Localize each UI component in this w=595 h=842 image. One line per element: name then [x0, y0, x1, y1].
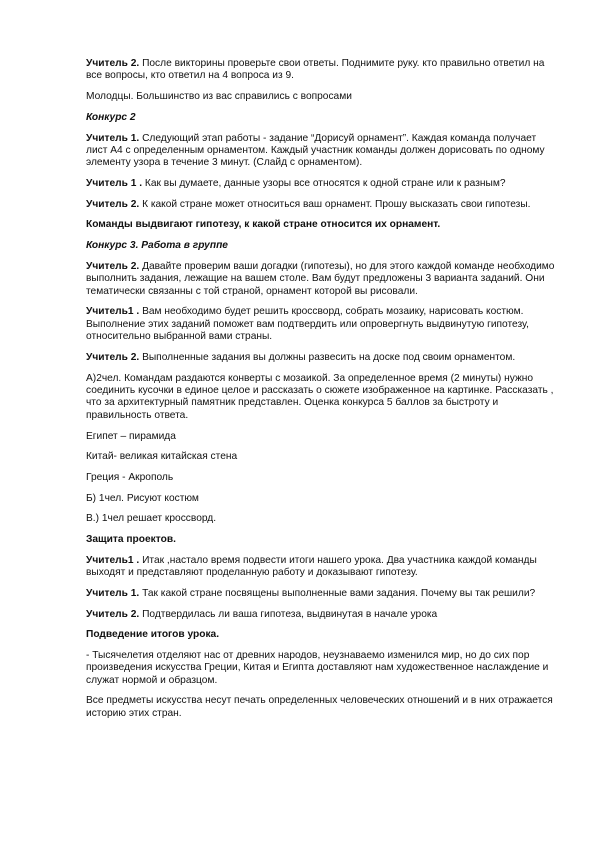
heading-text: Конкурс 3. Работа в группе [86, 240, 228, 252]
paragraph-teacher1-tasks [86, 306, 556, 343]
paragraph-text: В.) 1чел решает кроссворд. [86, 513, 217, 525]
paragraph-praise [86, 91, 556, 103]
paragraph-text: А)2чел. Командам раздаются конверты с мозаикой. За определенное время (2 минуты) нужно соединить кусочки в единое целое и рассказать о сюжете изображенное на картинке. Рассказать , что за архитектурный памятник представлен. Оценка конкурса 5 баллов за быстроту и правильность ответа. [86, 372, 554, 421]
paragraph-text: Молодцы. Большинство из вас справились с вопросами [86, 91, 352, 103]
paragraph-text: Египет – пирамида [86, 430, 176, 442]
paragraph-teacher1-ornament-task [86, 133, 556, 170]
speaker-label: Учитель 2. [86, 260, 140, 272]
bold-statement: Команды выдвигают гипотезу, к какой стране относится их орнамент. [86, 219, 441, 231]
paragraph-text: Греция - Акрополь [86, 471, 174, 483]
list-item-task-c [86, 513, 556, 525]
paragraph-text: Как вы думаете, данные узоры все относятся к одной стране или к разным? [142, 178, 506, 190]
section-heading-contest-2 [86, 112, 556, 124]
list-item-task-b [86, 493, 556, 505]
speaker-label: Учитель 1. [86, 587, 140, 599]
paragraph-text: Китай- великая китайская стена [86, 451, 238, 463]
section-heading-projects [86, 534, 556, 546]
section-heading-contest-3 [86, 240, 556, 252]
list-item-china [86, 451, 556, 463]
paragraph-task-a-mosaic [86, 373, 556, 423]
paragraph-text: Все предметы искусства несут печать определенных человеческих отношений и в них отражается историю этих стран. [86, 695, 553, 719]
heading-text: Конкурс 2 [86, 111, 136, 123]
paragraph-teacher2-hang-work [86, 352, 556, 364]
bold-note-hypothesis [86, 219, 556, 231]
list-item-greece [86, 472, 556, 484]
document-body [86, 58, 556, 729]
speaker-label: Учитель 2. [86, 58, 140, 69]
paragraph-text: Так какой стране посвящены выполненные вами задания. Почему вы так решили? [139, 587, 536, 599]
section-heading-summary [86, 629, 556, 641]
paragraph-text: - Тысячелетия отделяют нас от древних народов, неузнаваемо изменился мир, но до сих пор произведения искусства Греции, Китая и Египта доставляют нам художественное наслаждение и служат нормой и образцом. [86, 649, 549, 686]
paragraph-text: Вам необходимо будет решить кроссворд, собрать мозаику, нарисовать костюм. Выполнение этих заданий поможет вам подтвердить или опровергнуть выдвинутую гипотезу, относительно выбранной вами страны. [86, 306, 529, 343]
speaker-label: Учитель1 . [86, 306, 140, 318]
paragraph-art-objects [86, 695, 556, 720]
speaker-label: Учитель 1. [86, 132, 140, 144]
paragraph-teacher2-hypothesis [86, 199, 556, 211]
paragraph-text: Давайте проверим ваши догадки (гипотезы), но для этого каждой команде необходимо выполнить задания, лежащие на вашем столе. Вам будут предложены 3 варианта заданий. Они тематически связанны с той страной, орнамент которой вы рисовали. [86, 260, 555, 297]
heading-text: Защита проектов. [86, 534, 176, 546]
paragraph-teacher1-summary [86, 555, 556, 580]
paragraph-teacher1-question [86, 178, 556, 190]
paragraph-text: Следующий этап работы - задание “Дорисуй орнамент”. Каждая команда получает лист А4 с определенным орнаментом. Каждый участник команды должен дорисовать по одному элементу узора в течение 3 минут. (Слайд с орнаментом). [86, 132, 545, 169]
speaker-label: Учитель 2. [86, 608, 140, 620]
speaker-label: Учитель1 . [86, 554, 140, 566]
paragraph-text: Выполненные задания вы должны развесить на доске под своим орнаментом. [139, 351, 516, 363]
paragraph-text: Б) 1чел. Рисуют костюм [86, 492, 199, 504]
paragraph-millennia [86, 650, 556, 687]
speaker-label: Учитель 2. [86, 198, 140, 210]
paragraph-text: К какой стране может относиться ваш орнамент. Прошу высказать свои гипотезы. [139, 198, 531, 210]
paragraph-text: После викторины проверьте свои ответы. Поднимите руку. кто правильно ответил на все вопросы, кто ответил на 4 вопроса из 9. [86, 58, 545, 82]
paragraph-teacher2-check-guesses [86, 261, 556, 298]
list-item-egypt [86, 431, 556, 443]
paragraph-teacher2-quiz-check [86, 58, 556, 83]
speaker-label: Учитель 1 . [86, 178, 143, 190]
speaker-label: Учитель 2. [86, 351, 140, 363]
paragraph-teacher1-which-country [86, 588, 556, 600]
paragraph-teacher2-confirmed [86, 609, 556, 621]
paragraph-text: Подтвердилась ли ваша гипотеза, выдвинутая в начале урока [139, 608, 438, 620]
heading-text: Подведение итогов урока. [86, 629, 220, 641]
paragraph-text: Итак ,настало время подвести итоги нашего урока. Два участника каждой команды выходят и представляют проделанную работу и доказывают гипотезу. [86, 554, 537, 579]
